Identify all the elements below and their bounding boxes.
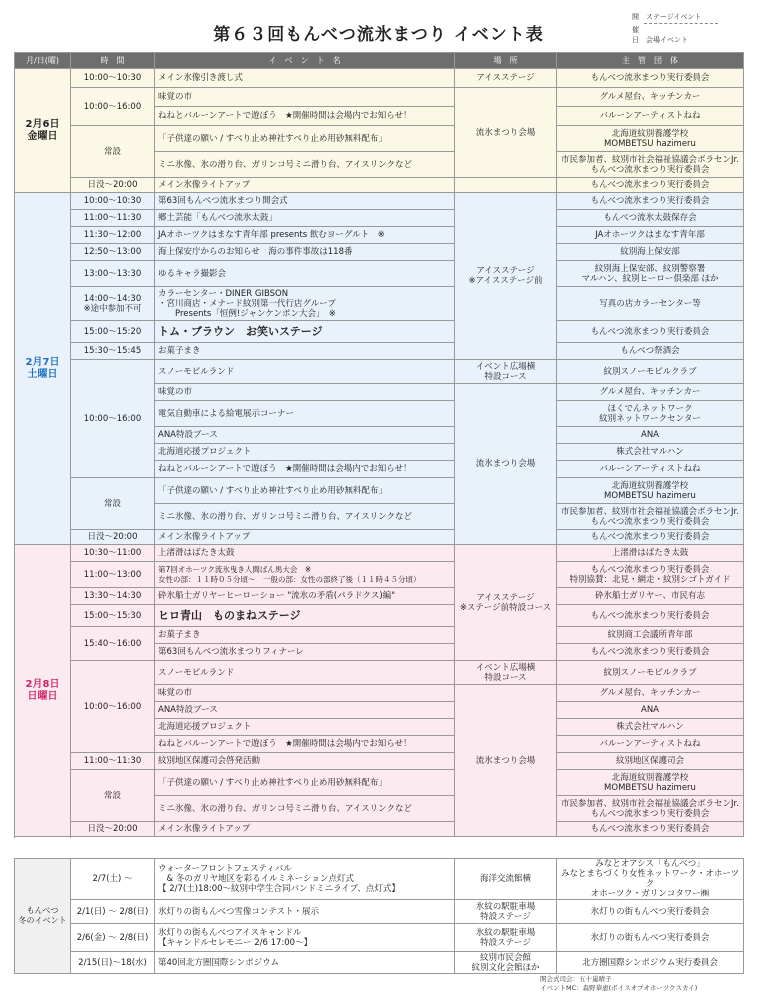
header-org: 主 管 団 体 — [557, 53, 744, 69]
legend-venue: 日 会場イベント — [632, 36, 688, 44]
time-cell: 15:00～15:30 — [71, 605, 155, 627]
event-cell: ミニ氷像、氷の滑り台、ガリンコ号ミニ滑り台、アイスリンクなど — [155, 796, 455, 822]
table-row — [15, 545, 744, 562]
event-cell: 北海道応援プロジェクト — [155, 719, 455, 736]
header-event: イ ベ ン ト 名 — [155, 53, 455, 69]
date-cell-feb7: 2月7日 土曜日 — [15, 193, 71, 545]
event-cell: ねねとバルーンアートで遊ぼう ★開催時間は会場内でお知らせ！ — [155, 461, 455, 478]
org-cell: もんべつ流氷まつり実行委員会 — [557, 193, 744, 210]
table-row — [15, 605, 744, 627]
org-cell: 紋別スノーモビルクラブ — [557, 661, 744, 685]
table-row — [15, 210, 744, 227]
time-cell: 10:00～10:30 — [71, 69, 155, 88]
event-cell: メイン氷像ライトアップ — [155, 178, 455, 193]
event-cell: 「子供達の願い / すべり止め神社すべり止め用砂無料配布」 — [155, 770, 455, 796]
place-cell: アイスステージ — [455, 69, 557, 88]
table-row — [15, 244, 744, 261]
legend-stage: 開 ステージイベント — [632, 13, 702, 21]
event-cell: 第63回もんべつ流氷まつり開会式 — [155, 193, 455, 210]
place-cell: 海洋交流館横 — [455, 859, 557, 900]
org-cell: もんべつ流氷まつり実行委員会 — [557, 644, 744, 661]
org-cell: もんべつ流氷まつり実行委員会 — [557, 321, 744, 343]
org-cell: 株式会社マルハン — [557, 719, 744, 736]
date-cell: 2/6(金) ～ 2/8(日) — [71, 924, 155, 952]
header-date: 月/日(曜) — [15, 53, 71, 69]
table-row — [15, 321, 744, 343]
event-cell: ねねとバルーンアートで遊ぼう ★開催時間は会場内でお知らせ！ — [155, 107, 455, 126]
other-events-table — [14, 858, 744, 974]
header-place: 場 所 — [455, 53, 557, 69]
table-row — [15, 859, 744, 900]
event-cell: 紋別地区保護司会啓発活動 — [155, 753, 455, 770]
org-cell: グルメ屋台、キッチンカー — [557, 685, 744, 702]
event-cell: お菓子まき — [155, 343, 455, 360]
org-cell: 市民参加者、紋別市社会福祉協議会ボラセンJr. もんべつ流氷まつり実行委員会 — [557, 504, 744, 530]
org-cell: バルーンアーティストねね — [557, 107, 744, 126]
time-cell: 常設 — [71, 478, 155, 530]
event-cell: 第7回オホーツク流氷曳き人間ばん馬大会 ※ 女性の部：１１時０５分頃～ 一般の部：女性の部終了後（１１時４５分頃） — [155, 562, 455, 588]
time-cell: 10:00～16:00 — [71, 88, 155, 126]
place-cell: アイスステージ ※ステージ前特設コース — [455, 545, 557, 661]
legend-mid: 催 — [632, 26, 639, 34]
table-row — [15, 360, 744, 384]
date-cell-feb8: 2月8日 日曜日 — [15, 545, 71, 837]
time-cell: 11:00～13:00 — [71, 562, 155, 588]
other-events — [14, 858, 743, 974]
org-cell: 北海道紋別養護学校 MOMBETSU hazimeru — [557, 126, 744, 152]
event-cell: スノーモビルランド — [155, 360, 455, 384]
time-cell: 15:40～16:00 — [71, 627, 155, 661]
time-cell: 日没～20:00 — [71, 822, 155, 837]
org-cell: もんべつ流氷まつり実行委員会 — [557, 178, 744, 193]
place-cell: 流氷まつり会場 — [455, 685, 557, 837]
time-cell: 10:00～16:00 — [71, 661, 155, 753]
org-cell: 北海道紋別養護学校 MOMBETSU hazimeru — [557, 478, 744, 504]
time-cell: 常設 — [71, 770, 155, 822]
table-row — [15, 530, 744, 545]
event-cell: 砕氷船士ガリヤーヒーローショー "流氷の矛盾(パラドクス)編" — [155, 588, 455, 605]
table-row — [15, 126, 744, 152]
org-cell: もんべつ流氷まつり実行委員会 特別協賛：北見・網走・紋別シゴトガイド — [557, 562, 744, 588]
org-cell: 砕氷船士ガリヤー、市民有志 — [557, 588, 744, 605]
org-cell: 紋別商工会議所青年部 — [557, 627, 744, 644]
org-cell: 写真の店カラーセンター等 — [557, 287, 744, 321]
event-cell: 上渚滑はばたき太鼓 — [155, 545, 455, 562]
org-cell: グルメ屋台、キッチンカー — [557, 384, 744, 401]
event-cell: 郷土芸能「もんべつ流氷太鼓」 — [155, 210, 455, 227]
schedule-table — [14, 52, 744, 837]
time-cell: 11:00～11:30 — [71, 210, 155, 227]
footer-credits — [540, 975, 697, 993]
place-cell: 氷紋の駅駐車場 特設ステージ — [455, 900, 557, 924]
place-cell: イベント広場横 特設コース — [455, 661, 557, 685]
page-title: 第６３回もんべつ流氷まつり イベント表 — [213, 25, 544, 45]
legend-divider — [644, 23, 718, 24]
event-cell: ANA特設ブース — [155, 427, 455, 444]
event-cell: メイン氷像ライトアップ — [155, 530, 455, 545]
date-cell: 2/1(日) ～ 2/8(日) — [71, 900, 155, 924]
place-cell: 氷紋の駅駐車場 特設ステージ — [455, 924, 557, 952]
time-cell: 常設 — [71, 126, 155, 178]
org-cell: 紋別海上保安部、紋別警察署 マルハン、紋別ヒーロー倶楽部 ほか — [557, 261, 744, 287]
table-row — [15, 261, 744, 287]
table-row — [15, 900, 744, 924]
event-cell: 味覚の市 — [155, 685, 455, 702]
event-cell: メイン氷像引き渡し式 — [155, 69, 455, 88]
org-cell: JAオホーツクはまなす青年部 — [557, 227, 744, 244]
event-cell: 氷灯りの街もんべつ雪像コンテスト・展示 — [155, 900, 455, 924]
time-cell: 11:30～12:00 — [71, 227, 155, 244]
table-row — [15, 952, 744, 974]
event-cell: 電気自動車による給電展示コーナー — [155, 401, 455, 427]
org-cell: もんべつ流氷まつり実行委員会 — [557, 605, 744, 627]
table-row — [15, 69, 744, 88]
event-cell: 「子供達の願い / すべり止め神社すべり止め用砂無料配布」 — [155, 126, 455, 152]
table-row — [15, 562, 744, 588]
event-cell: JAオホーツクはまなす青年部 presents 飲むヨーグルト ※ — [155, 227, 455, 244]
place-cell: 流氷まつり会場 — [455, 88, 557, 178]
time-cell: 日没～20:00 — [71, 530, 155, 545]
legend — [632, 12, 742, 45]
main-schedule — [14, 52, 743, 837]
event-cell: メイン氷像ライトアップ — [155, 822, 455, 837]
event-cell: ウォーターフロントフェスティバル & 冬のガリヤ地区を彩るイルミネーション点灯式 【 2/7(土)18:00～紋別中学生合同バンドミニライブ、点灯式】 — [155, 859, 455, 900]
time-cell: 13:30～14:30 — [71, 588, 155, 605]
event-cell: 第63回もんべつ流氷まつりフィナーレ — [155, 644, 455, 661]
other-events-label: もんべつ 冬のイベント — [15, 859, 71, 974]
org-cell: ANA — [557, 427, 744, 444]
event-cell: ミニ氷像、氷の滑り台、ガリンコ号ミニ滑り台、アイスリンクなど — [155, 504, 455, 530]
org-cell: みなとオアシス「もんべつ」 みなとまちづくり女性ネットワーク・オホーツク オホーツク・ガリンコタワー㈱ — [557, 859, 744, 900]
table-row — [15, 770, 744, 796]
org-cell: もんべつ流氷まつり実行委員会 — [557, 69, 744, 88]
time-cell: 12:50～13:00 — [71, 244, 155, 261]
date-cell-feb6: 2月6日 金曜日 — [15, 69, 71, 193]
org-cell: 氷灯りの街もんべつ実行委員会 — [557, 900, 744, 924]
event-cell: 「子供達の願い / すべり止め神社すべり止め用砂無料配布」 — [155, 478, 455, 504]
org-cell: 北方圏国際シンポジウム実行委員会 — [557, 952, 744, 974]
event-cell: 海上保安庁からのお知らせ 海の事件事故は118番 — [155, 244, 455, 261]
time-cell: 10:00～10:30 — [71, 193, 155, 210]
event-cell: 味覚の市 — [155, 384, 455, 401]
org-cell: もんべつ流氷太鼓保存会 — [557, 210, 744, 227]
org-cell: もんべつ祭酒会 — [557, 343, 744, 360]
place-cell: アイスステージ ※アイスステージ前 — [455, 193, 557, 360]
place-cell: 紋別市民会館 紋別文化会館ほか — [455, 952, 557, 974]
table-row — [15, 343, 744, 360]
footer-mc: イベントMC：森野華恵(ボイスオブオホーツクスカイ) — [540, 984, 698, 992]
org-cell: もんべつ流氷まつり実行委員会 — [557, 530, 744, 545]
date-cell: 2/15(日)～18(水) — [71, 952, 155, 974]
place-cell: 流氷まつり会場 — [455, 384, 557, 545]
place-cell — [455, 178, 557, 193]
event-cell: 味覚の市 — [155, 88, 455, 107]
table-row — [15, 287, 744, 321]
org-cell: ANA — [557, 702, 744, 719]
time-cell: 15:00～15:20 — [71, 321, 155, 343]
table-row — [15, 753, 744, 770]
table-row — [15, 588, 744, 605]
org-cell: グルメ屋台、キッチンカー — [557, 88, 744, 107]
event-cell: ヒロ青山 ものまねステージ — [155, 605, 455, 627]
event-cell: 北海道応援プロジェクト — [155, 444, 455, 461]
table-row — [15, 227, 744, 244]
org-cell: 紋別地区保護司会 — [557, 753, 744, 770]
time-cell: 11:00～11:30 — [71, 753, 155, 770]
table-row — [15, 178, 744, 193]
event-cell: ねねとバルーンアートで遊ぼう ★開催時間は会場内でお知らせ！ — [155, 736, 455, 753]
event-cell: お菓子まき — [155, 627, 455, 644]
footer-emcee: 開会式司会：五十嵐晴子 — [540, 975, 612, 983]
time-cell: 14:00～14:30 ※途中参加不可 — [71, 287, 155, 321]
header-row — [15, 53, 744, 69]
header-time: 時 間 — [71, 53, 155, 69]
table-row — [15, 88, 744, 107]
event-cell: ANA特設ブース — [155, 702, 455, 719]
org-cell: バルーンアーティストねね — [557, 736, 744, 753]
time-cell: 10:30～11:00 — [71, 545, 155, 562]
org-cell: 氷灯りの街もんべつ実行委員会 — [557, 924, 744, 952]
table-row — [15, 661, 744, 685]
event-cell: スノーモビルランド — [155, 661, 455, 685]
org-cell: 株式会社マルハン — [557, 444, 744, 461]
org-cell: 市民参加者、紋別市社会福祉協議会ボラセンJr. もんべつ流氷まつり実行委員会 — [557, 796, 744, 822]
time-cell: 日没～20:00 — [71, 178, 155, 193]
event-cell: カラーセンター・DINER GIBSON ・宮川商店・メナード紋別第一代行店グループ Presents「恒例!ジャンケンポン大会」 ※ — [155, 287, 455, 321]
org-cell: バルーンアーティストねね — [557, 461, 744, 478]
org-cell: 市民参加者、紋別市社会福祉協議会ボラセンJr. もんべつ流氷まつり実行委員会 — [557, 152, 744, 178]
table-row — [15, 822, 744, 837]
time-cell: 10:00～16:00 — [71, 360, 155, 478]
place-cell: イベント広場横 特設コース — [455, 360, 557, 384]
org-cell: 紋別海上保安部 — [557, 244, 744, 261]
org-cell: 紋別スノーモビルクラブ — [557, 360, 744, 384]
event-cell: 氷灯りの街もんべつアイスキャンドル 【キャンドルセレモニー 2/6 17:00～】 — [155, 924, 455, 952]
org-cell: 上渚滑はばたき太鼓 — [557, 545, 744, 562]
org-cell: もんべつ流氷まつり実行委員会 — [557, 822, 744, 837]
event-cell: ゆるキャラ撮影会 — [155, 261, 455, 287]
table-row — [15, 924, 744, 952]
org-cell: ほくでんネットワーク 紋別ネットワークセンター — [557, 401, 744, 427]
time-cell: 13:00～13:30 — [71, 261, 155, 287]
table-row — [15, 478, 744, 504]
table-row — [15, 627, 744, 644]
org-cell: 北海道紋別養護学校 MOMBETSU hazimeru — [557, 770, 744, 796]
event-cell: 第40回北方圏国際シンポジウム — [155, 952, 455, 974]
event-cell: トム・ブラウン お笑いステージ — [155, 321, 455, 343]
time-cell: 15:30～15:45 — [71, 343, 155, 360]
table-row — [15, 193, 744, 210]
date-cell: 2/7(土) ～ — [71, 859, 155, 900]
event-cell: ミニ氷像、氷の滑り台、ガリンコ号ミニ滑り台、アイスリンクなど — [155, 152, 455, 178]
